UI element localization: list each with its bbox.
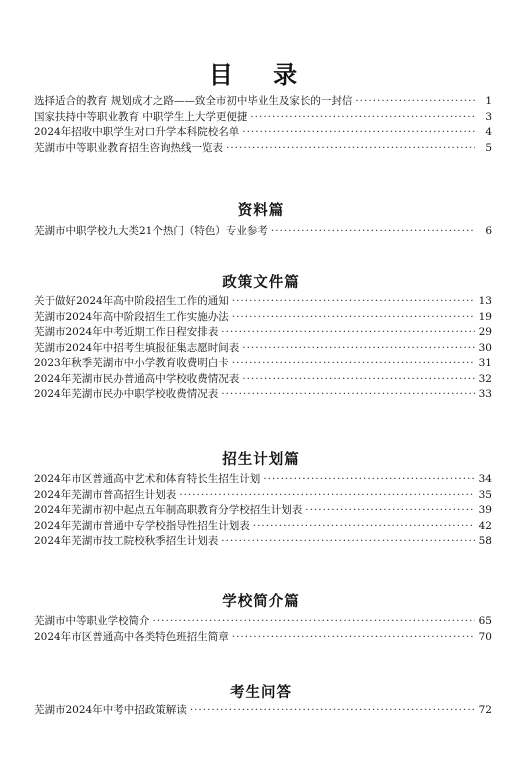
entry-title: 芜湖市2024年中考近期工作日程安排表 — [34, 326, 219, 338]
entry-page: 30 — [478, 341, 492, 354]
dot-leader — [232, 294, 475, 310]
entry-page: 65 — [478, 615, 492, 627]
toc-section-policy — [34, 294, 492, 403]
entry-page: 4 — [485, 126, 492, 138]
entry-title: 2024年芜湖市民办普通高中学校收费情况表 — [34, 372, 240, 385]
entry-page: 5 — [485, 141, 492, 154]
entry-title: 2024年芜湖市技工院校秋季招生计划表 — [34, 535, 219, 547]
toc-entry[interactable] — [34, 703, 492, 719]
entry-title: 芜湖市中职学校九大类21个热门（特色）专业参考 — [34, 225, 268, 237]
entry-title: 芜湖市中等职业学校简介 — [34, 615, 150, 627]
toc-entry[interactable] — [34, 224, 492, 240]
toc-entry[interactable] — [34, 372, 492, 388]
dot-leader — [232, 310, 475, 326]
entry-title: 芜湖市2024年中考中招政策解读 — [34, 704, 187, 716]
entry-title: 2024年招收中职学生对口升学本科院校名单 — [34, 126, 240, 138]
entry-title: 2024年芜湖市普通中专学校指导性招生计划表 — [34, 519, 250, 532]
toc-entry[interactable] — [34, 356, 492, 372]
section-heading-enrollment-plan: 招生计划篇 — [222, 452, 300, 468]
dot-leader — [355, 94, 475, 110]
toc-intro — [34, 94, 492, 156]
entry-page: 70 — [478, 630, 492, 643]
dot-leader — [221, 534, 475, 550]
dot-leader — [253, 519, 475, 535]
toc-section-school-intro — [34, 614, 492, 645]
entry-title: 关于做好2024年高中阶段招生工作的通知 — [34, 295, 229, 307]
toc-entry[interactable] — [34, 519, 492, 535]
toc-entry[interactable] — [34, 125, 492, 141]
dot-leader — [232, 630, 475, 646]
toc-entry[interactable] — [34, 630, 492, 646]
toc-entry[interactable] — [34, 94, 492, 110]
section-heading-policy: 政策文件篇 — [222, 275, 300, 291]
toc-entry[interactable] — [34, 614, 492, 630]
toc-entry[interactable] — [34, 294, 492, 310]
dot-leader — [242, 372, 475, 388]
dot-leader — [221, 325, 475, 341]
toc-section-materials — [34, 224, 492, 240]
entry-page: 72 — [478, 704, 492, 716]
toc-entry[interactable] — [34, 488, 492, 504]
entry-title: 2023年秋季芜湖市中小学教育收费明白卡 — [34, 357, 229, 369]
entry-page: 3 — [485, 110, 492, 123]
dot-leader — [263, 472, 475, 488]
dot-leader — [226, 141, 475, 157]
entry-title: 2024年芜湖市普高招生计划表 — [34, 488, 177, 501]
entry-page: 19 — [478, 310, 492, 323]
entry-page: 1 — [485, 95, 492, 107]
section-heading-faq: 考生问答 — [230, 685, 292, 701]
toc-entry[interactable] — [34, 472, 492, 488]
toc-section-faq — [34, 703, 492, 719]
entry-page: 58 — [478, 535, 492, 547]
entry-title: 芜湖市2024年中招考生填报征集志愿时间表 — [34, 341, 240, 354]
entry-page: 33 — [478, 388, 492, 400]
dot-leader — [221, 387, 475, 403]
section-heading-materials: 资料篇 — [237, 203, 285, 219]
entry-page: 6 — [485, 225, 492, 237]
entry-page: 13 — [478, 295, 492, 307]
page-title: 目 录 — [208, 60, 314, 89]
dot-leader — [153, 614, 476, 630]
entry-title: 国家扶持中等职业教育 中职学生上大学更便捷 — [34, 110, 248, 123]
dot-leader — [250, 110, 475, 126]
entry-page: 35 — [478, 488, 492, 501]
dot-leader — [305, 503, 475, 519]
toc-entry[interactable] — [34, 110, 492, 126]
entry-title: 芜湖市中等职业教育招生咨询热线一览表 — [34, 141, 223, 154]
entry-title: 选择适合的教育 规划成才之路——致全市初中毕业生及家长的一封信 — [34, 95, 353, 107]
toc-entry[interactable] — [34, 387, 492, 403]
entry-page: 34 — [478, 473, 492, 485]
entry-title: 2024年市区普通高中艺术和体育特长生招生计划 — [34, 473, 261, 485]
entry-title: 2024年芜湖市民办中职学校收费情况表 — [34, 388, 219, 400]
entry-page: 29 — [478, 326, 492, 338]
toc-section-enrollment-plan — [34, 472, 492, 550]
toc-entry[interactable] — [34, 310, 492, 326]
entry-title: 2024年市区普通高中各类特色班招生简章 — [34, 630, 229, 643]
section-heading-school-intro: 学校简介篇 — [222, 594, 300, 610]
entry-page: 39 — [478, 504, 492, 516]
toc-entry[interactable] — [34, 341, 492, 357]
entry-page: 42 — [478, 519, 492, 532]
dot-leader — [190, 703, 475, 719]
toc-entry[interactable] — [34, 141, 492, 157]
entry-title: 2024年芜湖市初中起点五年制高职教育分学校招生计划表 — [34, 504, 303, 516]
dot-leader — [232, 356, 475, 372]
dot-leader — [179, 488, 475, 504]
entry-title: 芜湖市2024年高中阶段招生工作实施办法 — [34, 310, 229, 323]
entry-page: 31 — [478, 357, 492, 369]
entry-page: 32 — [478, 372, 492, 385]
dot-leader — [242, 341, 475, 357]
toc-entry[interactable] — [34, 503, 492, 519]
dot-leader — [242, 125, 475, 141]
toc-entry[interactable] — [34, 325, 492, 341]
dot-leader — [271, 224, 475, 240]
toc-entry[interactable] — [34, 534, 492, 550]
